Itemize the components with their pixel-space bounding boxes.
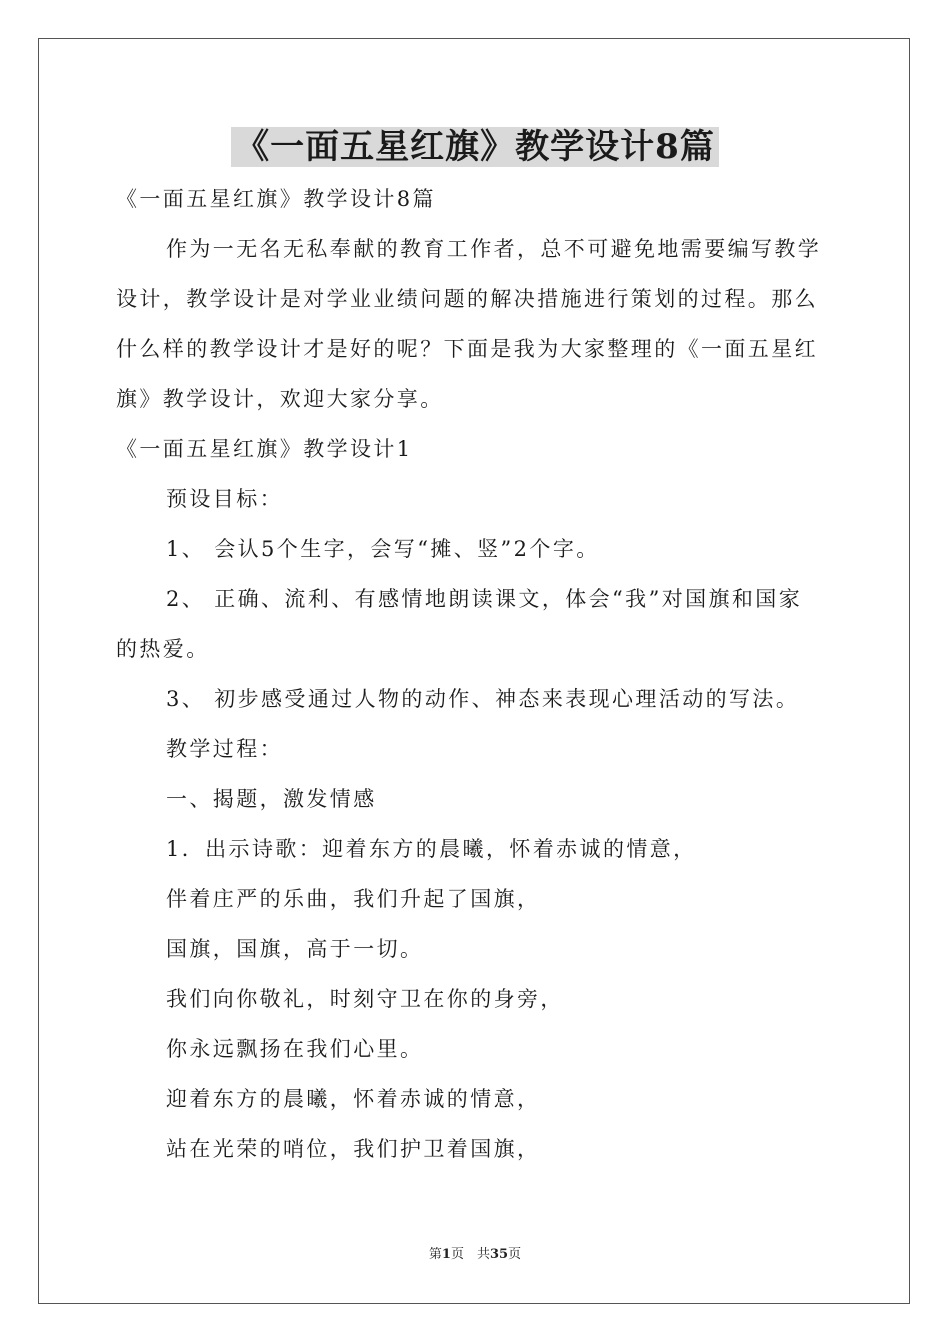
body-line: 旗》教学设计，欢迎大家分享。 xyxy=(116,387,444,411)
body-line: 站在光荣的哨位，我们护卫着国旗， xyxy=(166,1137,541,1161)
body-line: 《一面五星红旗》教学设计8篇 xyxy=(116,187,436,211)
footer-total-pages: 35 xyxy=(489,1247,509,1262)
footer-total-suffix: 页 xyxy=(508,1247,522,1262)
body-line: 《一面五星红旗》教学设计1 xyxy=(116,437,413,461)
footer-prefix: 第 xyxy=(428,1247,442,1262)
body-line: 你永远飘扬在我们心里。 xyxy=(166,1037,424,1061)
body-line: 什么样的教学设计才是好的呢？下面是我为大家整理的《一面五星红 xyxy=(116,337,818,361)
body-line: 迎着东方的晨曦，怀着赤诚的情意， xyxy=(166,1087,541,1111)
document-title xyxy=(0,124,950,170)
body-line: 1、 会认5个生字，会写“摊、竖”2个字。 xyxy=(166,537,600,561)
footer-page-number: 1 xyxy=(441,1247,451,1262)
body-line: 我们向你敬礼，时刻守卫在你的身旁， xyxy=(166,987,564,1011)
body-line: 1．出示诗歌：迎着东方的晨曦，怀着赤诚的情意， xyxy=(166,837,697,861)
body-line: 教学过程： xyxy=(166,737,283,761)
page-footer xyxy=(0,1246,950,1264)
body-line: 预设目标： xyxy=(166,487,283,511)
body-line: 国旗，国旗，高于一切。 xyxy=(166,937,424,961)
document-title-text: 《一面五星红旗》教学设计8篇 xyxy=(231,127,719,167)
body-line: 的热爱。 xyxy=(116,637,210,661)
body-line: 伴着庄严的乐曲，我们升起了国旗， xyxy=(166,887,541,911)
body-line: 2、 正确、流利、有感情地朗读课文，体会“我”对国旗和国家 xyxy=(166,587,803,611)
body-line: 作为一无名无私奉献的教育工作者，总不可避免地需要编写教学 xyxy=(166,237,822,261)
body-line: 一、揭题，激发情感 xyxy=(166,787,377,811)
body-line: 设计，教学设计是对学业业绩问题的解决措施进行策划的过程。那么 xyxy=(116,287,818,311)
body-line: 3、 初步感受通过人物的动作、神态来表现心理活动的写法。 xyxy=(166,687,800,711)
footer-page-suffix: 页 共 xyxy=(450,1247,490,1262)
